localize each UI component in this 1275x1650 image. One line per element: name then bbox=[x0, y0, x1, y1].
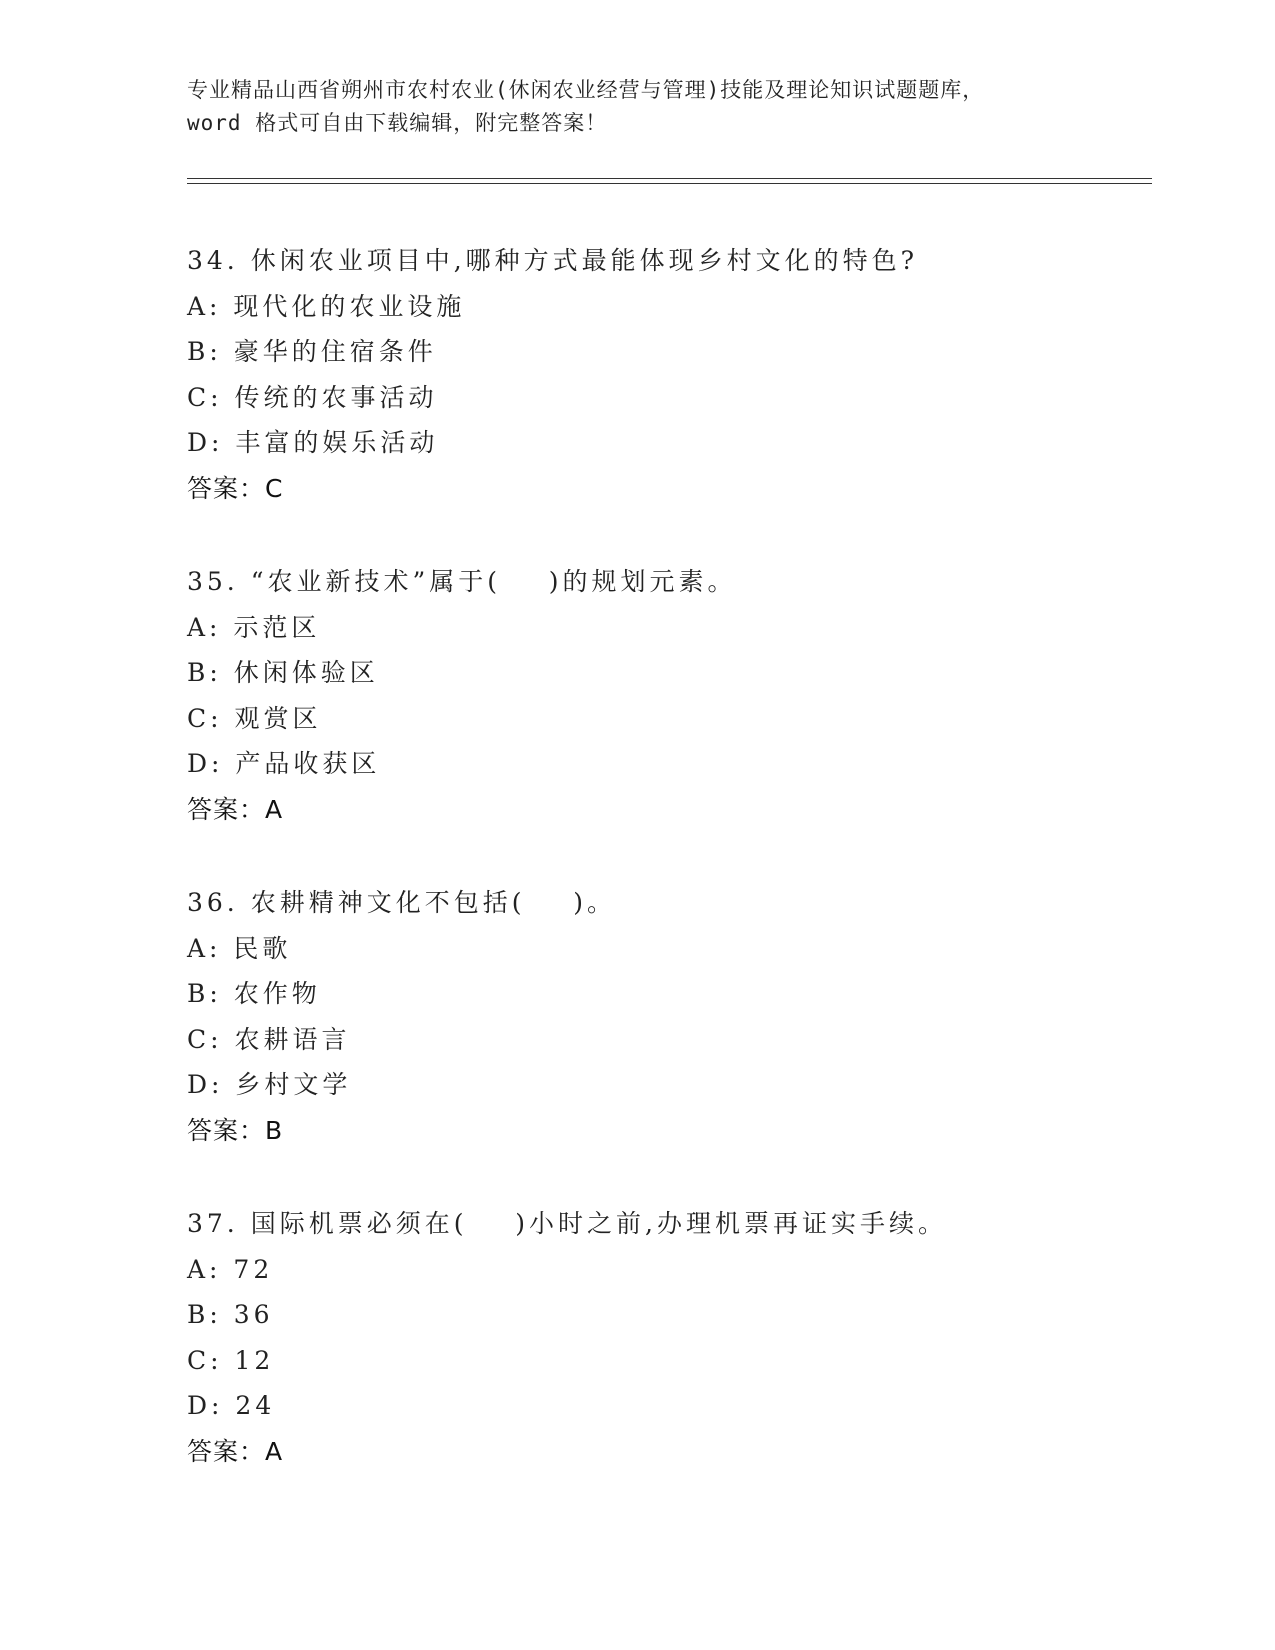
option-d: D: 24 bbox=[187, 1391, 276, 1420]
header-line-2: word 格式可自由下载编辑，附完整答案！ bbox=[187, 111, 608, 135]
question-title: 36. 农耕精神文化不包括( )。 bbox=[187, 888, 616, 917]
option-a: A: 现代化的农业设施 bbox=[187, 291, 466, 321]
header-divider-top bbox=[187, 178, 1152, 179]
answer: 答案：A bbox=[187, 794, 284, 824]
header-divider-bottom bbox=[187, 183, 1152, 184]
question-title: 37. 国际机票必须在( )小时之前,办理机票再证实手续。 bbox=[187, 1209, 947, 1238]
option-c: C: 传统的农事活动 bbox=[187, 382, 438, 412]
question-36 bbox=[187, 880, 1167, 1153]
option-b: B: 休闲体验区 bbox=[187, 658, 379, 687]
answer: 答案：A bbox=[187, 1436, 284, 1466]
option-b: B: 农作物 bbox=[187, 979, 321, 1008]
document-header bbox=[187, 74, 1087, 140]
question-35 bbox=[187, 559, 1167, 832]
option-c: C: 12 bbox=[187, 1345, 275, 1375]
question-title: 35. “农业新技术”属于( )的规划元素。 bbox=[187, 567, 737, 596]
option-d: D: 乡村文学 bbox=[187, 1070, 352, 1099]
option-a: A: 72 bbox=[187, 1254, 274, 1284]
answer: 答案：C bbox=[187, 473, 284, 503]
option-c: C: 农耕语言 bbox=[187, 1024, 351, 1054]
question-37 bbox=[187, 1201, 1167, 1474]
option-a: A: 示范区 bbox=[187, 612, 321, 642]
header-line-1: 专业精品山西省朔州市农村农业(休闲农业经营与管理)技能及理论知识试题题库， bbox=[187, 78, 985, 102]
option-b: B: 36 bbox=[187, 1300, 274, 1329]
question-34 bbox=[187, 238, 1167, 511]
question-title: 34. 休闲农业项目中,哪种方式最能体现乡村文化的特色? bbox=[187, 246, 919, 275]
option-d: D: 丰富的娱乐活动 bbox=[187, 428, 439, 457]
option-b: B: 豪华的住宿条件 bbox=[187, 337, 437, 366]
option-c: C: 观赏区 bbox=[187, 703, 322, 733]
question-list bbox=[187, 238, 1167, 1522]
option-d: D: 产品收获区 bbox=[187, 749, 381, 778]
answer: 答案：B bbox=[187, 1115, 284, 1145]
option-a: A: 民歌 bbox=[187, 933, 292, 963]
